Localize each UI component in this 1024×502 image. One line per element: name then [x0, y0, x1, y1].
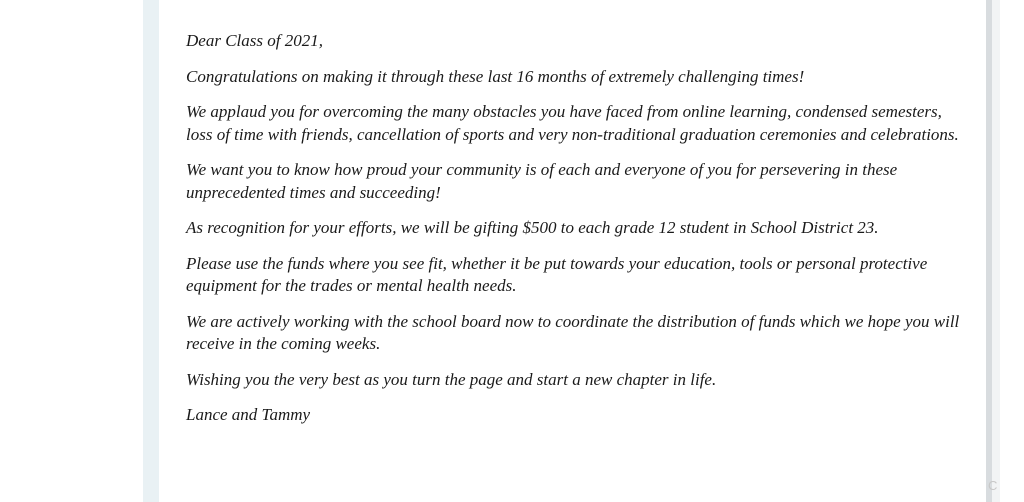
letter-signature: Lance and Tammy [186, 405, 311, 424]
letter-paragraph: We are actively working with the school board now to coordinate the distribution of funds which we hope you will receive in the coming weeks. [186, 311, 960, 353]
letter-paragraph: Please use the funds where you see fit, whether it be put towards your education, tools or personal protective equipment for the trades or mental health needs. [186, 253, 928, 295]
watermark-fragment: C [988, 478, 998, 493]
letter-paragraph: As recognition for your efforts, we will be gifting $500 to each grade 12 student in School District 23. [186, 218, 879, 237]
letter-paragraph: We want you to know how proud your community is of each and everyone of you for persevering in these unprecedented times and succeeding! [186, 160, 898, 202]
letter-paragraph: We applaud you for overcoming the many obstacles you have faced from online learning, condensed semesters, loss of time with friends, cancellation of sports and very non-traditional graduation ceremonies and celebrations. [186, 102, 959, 144]
letter-paragraph: Congratulations on making it through these last 16 months of extremely challenging times! [186, 66, 805, 86]
letter-body [186, 30, 966, 440]
letter-salutation: Dear Class of 2021, [186, 31, 323, 50]
scrollbar[interactable] [992, 0, 1000, 502]
left-gutter [143, 0, 159, 502]
letter-paragraph: Wishing you the very best as you turn the page and start a new chapter in life. [186, 369, 717, 389]
